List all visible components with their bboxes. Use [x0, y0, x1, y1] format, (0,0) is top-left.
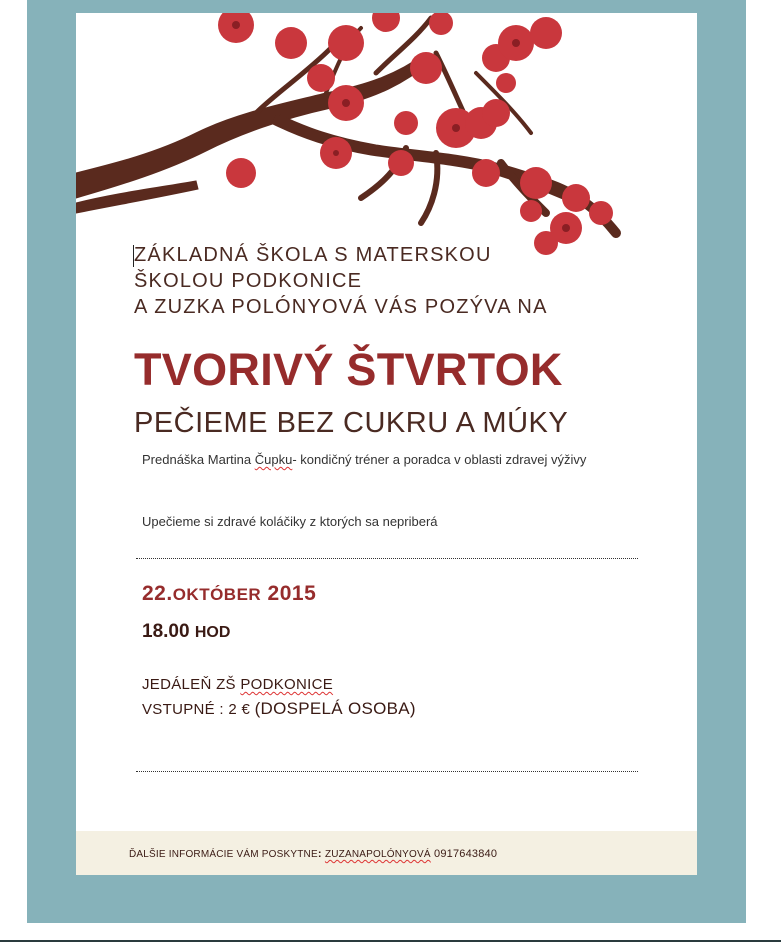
event-time [142, 621, 230, 643]
location-prefix: JEDÁLEŇ ZŠ [142, 676, 241, 693]
lecture-pre: Prednáška Martina [142, 452, 255, 467]
footer-contact [129, 848, 497, 860]
event-subtitle: PEČIEME BEZ CUKRU A MÚKY [134, 407, 569, 439]
intro-line-2: ŠKOLOU PODKONICE [134, 270, 363, 292]
footer-phone: 0917643840 [430, 848, 498, 860]
time-value: 18.00 [142, 621, 190, 642]
time-unit: HOD [194, 624, 231, 641]
footer-bar [76, 831, 697, 875]
footer-label: ĎALŠIE INFORMÁCIE VÁM POSKYTNE [129, 849, 318, 860]
footer-contact-name: ZUZANAPOLÓNYOVÁ [324, 849, 431, 860]
event-title: TVORIVÝ ŠTVRTOK [134, 344, 563, 395]
footer-colon: : [317, 848, 325, 860]
lecturer-name: Čupku [254, 452, 293, 467]
window-edge-line [0, 940, 781, 942]
lecture-description [142, 450, 662, 470]
invitation-intro [134, 242, 654, 320]
intro-line-1: ZÁKLADNÁ ŠKOLA S MATERSKOU [134, 244, 492, 266]
document-page[interactable] [76, 13, 697, 875]
entry-fee-line [142, 697, 416, 722]
baking-description: Upečieme si zdravé koláčiky z ktorých sa nepriberá [142, 514, 438, 529]
entry-label: VSTUPNÉ : 2 € [142, 701, 255, 718]
lecture-post: - kondičný tréner a poradca v oblasti zdravej výživy [292, 452, 587, 467]
event-date [142, 582, 316, 606]
date-year: 2015 [267, 582, 317, 605]
dotted-divider-bottom [136, 771, 638, 772]
dotted-divider-top [136, 558, 638, 559]
date-month: OKTÓBER [172, 585, 262, 604]
date-day: 22. [142, 582, 173, 605]
event-location [142, 673, 416, 722]
location-place: PODKONICE [240, 676, 334, 693]
entry-note: (DOSPELÁ OSOBA) [254, 699, 416, 718]
location-line [142, 673, 416, 697]
intro-line-3: A ZUZKA POLÓNYOVÁ VÁS POZÝVA NA [134, 296, 548, 318]
